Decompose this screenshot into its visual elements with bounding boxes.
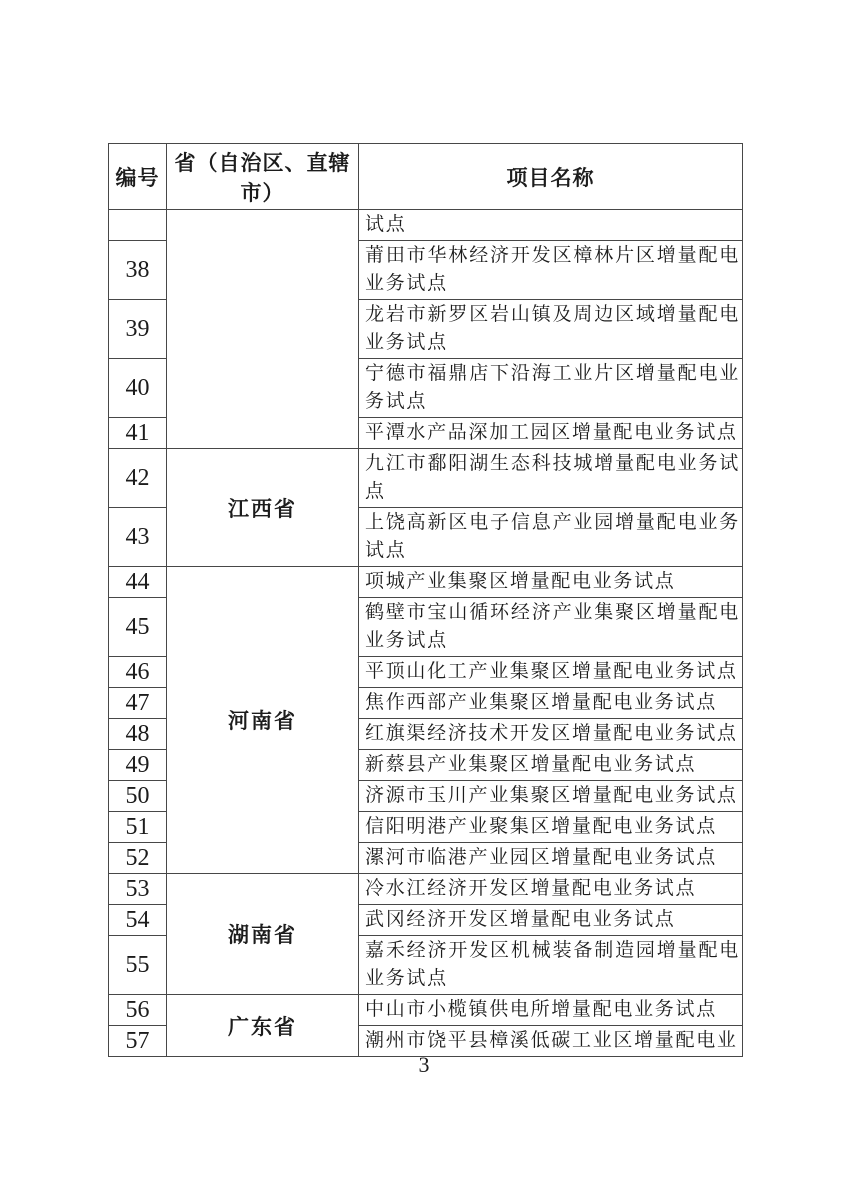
row-number-cell: 50	[109, 781, 167, 812]
row-number-cell: 46	[109, 657, 167, 688]
project-name-cell: 漯河市临港产业园区增量配电业务试点	[359, 843, 743, 874]
row-number-cell: 47	[109, 688, 167, 719]
table-row	[109, 995, 743, 1026]
project-name-cell: 宁德市福鼎店下沿海工业片区增量配电业务试点	[359, 359, 743, 418]
row-number-cell: 53	[109, 874, 167, 905]
project-name-cell: 九江市鄱阳湖生态科技城增量配电业务试点	[359, 449, 743, 508]
row-number-cell: 48	[109, 719, 167, 750]
project-name-cell: 新蔡县产业集聚区增量配电业务试点	[359, 750, 743, 781]
row-number-cell: 54	[109, 905, 167, 936]
header-project-name: 项目名称	[359, 144, 743, 210]
row-number-cell: 41	[109, 418, 167, 449]
page-number: 3	[418, 1052, 430, 1077]
row-number-cell: 40	[109, 359, 167, 418]
table-row	[109, 449, 743, 508]
project-name-cell: 嘉禾经济开发区机械装备制造园增量配电业务试点	[359, 936, 743, 995]
row-number-cell: 45	[109, 598, 167, 657]
header-province: 省（自治区、直辖市）	[167, 144, 359, 210]
project-name-cell: 试点	[359, 210, 743, 241]
project-name-cell: 冷水江经济开发区增量配电业务试点	[359, 874, 743, 905]
row-number-cell: 51	[109, 812, 167, 843]
province-cell: 河南省	[167, 567, 359, 874]
province-cell: 湖南省	[167, 874, 359, 995]
row-number-cell: 39	[109, 300, 167, 359]
project-name-cell: 中山市小榄镇供电所增量配电业务试点	[359, 995, 743, 1026]
row-number-cell: 57	[109, 1026, 167, 1057]
table-header-row	[109, 144, 743, 210]
project-name-cell: 上饶高新区电子信息产业园增量配电业务试点	[359, 508, 743, 567]
table-body	[109, 210, 743, 1057]
row-number-cell: 49	[109, 750, 167, 781]
table-row	[109, 874, 743, 905]
project-name-cell: 武冈经济开发区增量配电业务试点	[359, 905, 743, 936]
project-name-cell: 信阳明港产业聚集区增量配电业务试点	[359, 812, 743, 843]
project-table	[108, 143, 743, 1057]
province-cell: 广东省	[167, 995, 359, 1057]
table-row	[109, 567, 743, 598]
row-number-cell: 52	[109, 843, 167, 874]
project-name-cell: 红旗渠经济技术开发区增量配电业务试点	[359, 719, 743, 750]
project-name-cell: 鹤壁市宝山循环经济产业集聚区增量配电业务试点	[359, 598, 743, 657]
project-name-cell: 济源市玉川产业集聚区增量配电业务试点	[359, 781, 743, 812]
project-name-cell: 平顶山化工产业集聚区增量配电业务试点	[359, 657, 743, 688]
row-number-cell: 44	[109, 567, 167, 598]
province-cell	[167, 210, 359, 449]
row-number-cell: 43	[109, 508, 167, 567]
row-number-cell	[109, 210, 167, 241]
project-name-cell: 项城产业集聚区增量配电业务试点	[359, 567, 743, 598]
row-number-cell: 56	[109, 995, 167, 1026]
row-number-cell: 42	[109, 449, 167, 508]
project-name-cell: 龙岩市新罗区岩山镇及周边区域增量配电业务试点	[359, 300, 743, 359]
province-cell: 江西省	[167, 449, 359, 567]
project-name-cell: 潮州市饶平县樟溪低碳工业区增量配电业	[359, 1026, 743, 1057]
header-number: 编号	[109, 144, 167, 210]
row-number-cell: 55	[109, 936, 167, 995]
project-name-cell: 平潭水产品深加工园区增量配电业务试点	[359, 418, 743, 449]
project-name-cell: 焦作西部产业集聚区增量配电业务试点	[359, 688, 743, 719]
table-row	[109, 210, 743, 241]
project-name-cell: 莆田市华林经济开发区樟林片区增量配电业务试点	[359, 241, 743, 300]
row-number-cell: 38	[109, 241, 167, 300]
